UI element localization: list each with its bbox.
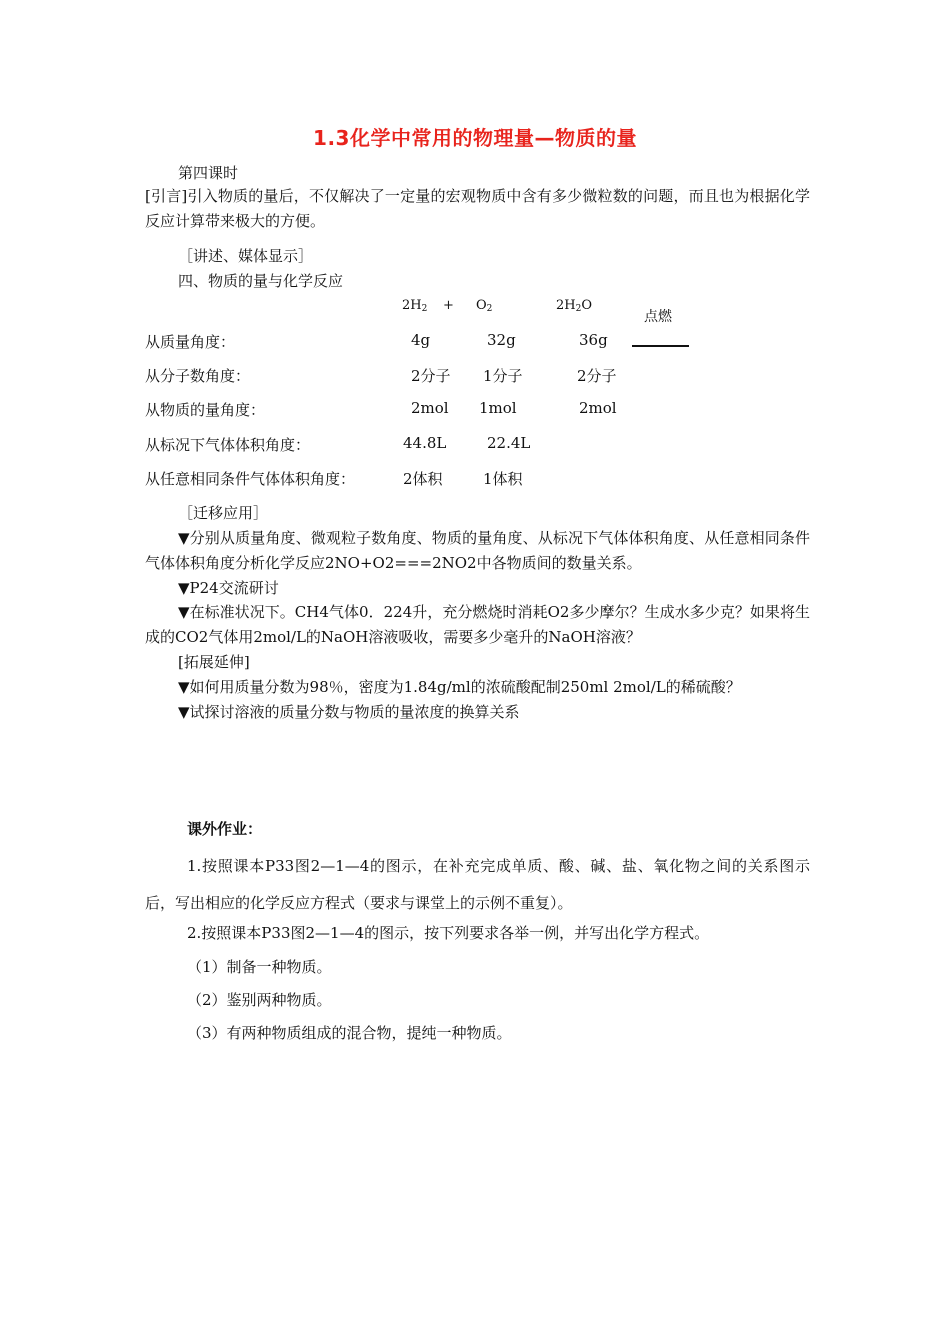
row-value: 44.8L: [403, 434, 447, 452]
homework-item: 2.按照课本P33图2—1—4的图示，按下列要求各举一例，并写出化学方程式。: [187, 924, 710, 942]
homework-subitem: （2）鉴别两种物质。: [187, 991, 332, 1009]
transfer-item: ▼分别从质量角度、微观粒子数角度、物质的量角度、从标况下气体体积角度、从任意相同条件气体体积角度分析化学反应2NO+O2===2NO2中各物质间的数量关系。: [145, 529, 810, 572]
reaction-condition: 点燃: [644, 309, 672, 325]
lesson-label: 第四课时: [178, 164, 239, 182]
extend-item: ▼如何用质量分数为98％，密度为1.84g/ml的浓硫酸配制250ml 2mol/L的稀硫酸？: [178, 678, 741, 696]
row-value: 4g: [411, 331, 431, 349]
row-label: 从任意相同条件气体体积角度：: [145, 470, 356, 488]
row-value: 2分子: [577, 367, 617, 385]
section-media: ［讲述、媒体显示］: [178, 247, 314, 265]
row-value: 2体积: [403, 470, 443, 488]
row-value: 22.4L: [487, 434, 531, 452]
row-label: 从分子数角度：: [145, 367, 251, 385]
section-four-heading: 四、物质的量与化学反应: [178, 272, 344, 290]
page-title: 1.3化学中常用的物理量—物质的量: [313, 126, 637, 150]
section-extend: [拓展延伸]: [178, 653, 250, 671]
homework-subitem: （3）有两种物质组成的混合物，提纯一种物质。: [187, 1024, 512, 1042]
equation-o2: $O_2$: [476, 298, 493, 314]
equation-h2o: $2H_2O$: [556, 298, 593, 314]
row-value: 1分子: [483, 367, 523, 385]
reaction-arrow-line: [632, 345, 689, 347]
homework-item: 1.按照课本P33图2—1—4的图示，在补充完成单质、酸、碱、盐、氧化物之间的关系图示后，写出相应的化学反应方程式（要求与课堂上的示例不重复）。: [145, 857, 810, 912]
row-label: 从标况下气体体积角度：: [145, 436, 311, 454]
row-value: 32g: [487, 331, 516, 349]
row-value: 1mol: [479, 399, 517, 417]
equation-plus: +: [443, 298, 454, 313]
homework-title: 课外作业：: [187, 820, 263, 838]
intro-paragraph: [引言]引入物质的量后，不仅解决了一定量的宏观物质中含有多少微粒数的问题，而且也为根据化学反应计算带来极大的方便。: [145, 187, 810, 230]
equation-h2: $2H_2$: [402, 298, 428, 314]
row-value: 2mol: [579, 399, 617, 417]
row-value: 1体积: [483, 470, 523, 488]
homework-subitem: （1）制备一种物质。: [187, 958, 332, 976]
extend-item: ▼试探讨溶液的质量分数与物质的量浓度的换算关系: [178, 703, 520, 721]
transfer-item: ▼P24交流研讨: [178, 579, 279, 597]
row-value: 2mol: [411, 399, 449, 417]
row-label: 从质量角度：: [145, 333, 236, 351]
row-value: 36g: [579, 331, 608, 349]
section-transfer: ［迁移应用］: [178, 504, 269, 522]
row-value: 2分子: [411, 367, 451, 385]
row-label: 从物质的量角度：: [145, 401, 266, 419]
transfer-item: ▼在标准状况下。CH4气体0．224升，充分燃烧时消耗O2多少摩尔？生成水多少克？如果将生成的CO2气体用2mol/L的NaOH溶液吸收，需要多少毫升的NaOH溶液？: [145, 603, 810, 646]
